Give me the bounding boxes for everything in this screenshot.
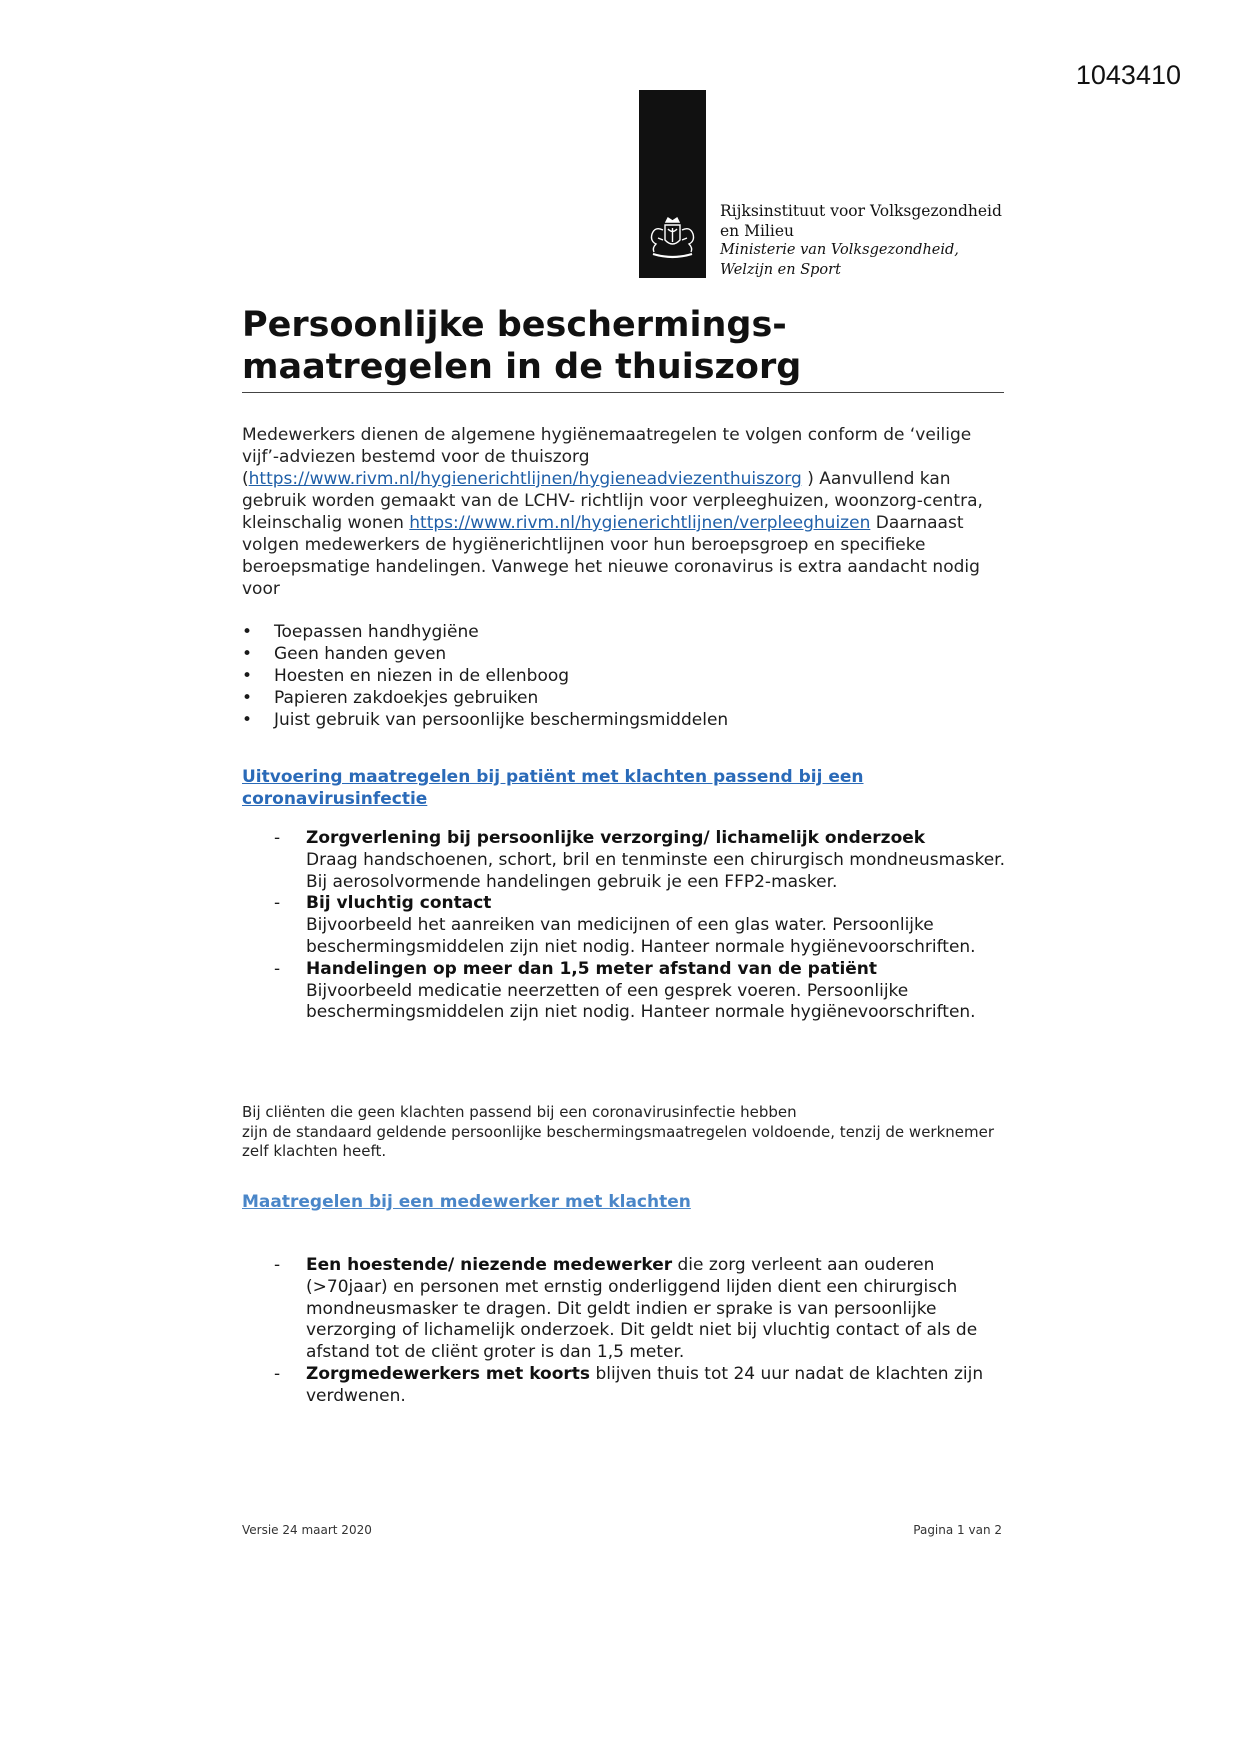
link-hygieneadviezen-thuiszorg[interactable]: https://www.rivm.nl/hygienerichtlijnen/hygieneadviezenthuiszorg — [248, 469, 802, 489]
intro-text-3: Daarnaast volgen medewerkers de hygiënerichtlijnen voor hun beroepsgroep en specifieke beroepsmatige handelingen. Vanwege het nieuwe coronavirus is extra aandacht nodig voor — [242, 513, 980, 599]
client-note — [242, 1103, 1002, 1162]
list-item — [242, 828, 1012, 893]
list-item — [242, 959, 1012, 1024]
footer-version: Versie 24 maart 2020 — [242, 1523, 372, 1537]
note-line-2: zijn de standaard geldende persoonlijke beschermingsmaatregelen voldoende, tenzij de werknemer zelf klachten heeft. — [242, 1122, 995, 1160]
logo-line-4: Welzijn en Sport — [720, 261, 841, 278]
list-item: • Geen handen geven — [242, 643, 728, 665]
title-line-2: maatregelen in de thuiszorg — [242, 347, 802, 387]
item-title: Een hoestende/ niezende medewerker — [306, 1255, 673, 1275]
title-divider — [242, 392, 1004, 393]
intro-text-2: ) Aanvullend kan gebruik worden gemaakt van de LCHV- richtlijn voor verpleeghuizen, woonzorg-centra, kleinschalig wonen — [242, 469, 983, 533]
list-item: • Papieren zakdoekjes gebruiken — [242, 687, 728, 709]
title-line-1: Persoonlijke beschermings- — [242, 305, 787, 345]
item-title: Bij vluchtig contact — [306, 893, 492, 914]
logo-text — [720, 202, 1002, 280]
section-heading-line-2: coronavirusinfectie — [242, 789, 428, 809]
logo-line-1: Rijksinstituut voor Volksgezondheid — [720, 202, 1002, 220]
section-heading-line-1: Uitvoering maatregelen bij patiënt met klachten passend bij een — [242, 767, 864, 787]
intro-paragraph — [242, 424, 1012, 600]
link-verpleeghuizen[interactable]: https://www.rivm.nl/hygienerichtlijnen/verpleeghuizen — [409, 513, 871, 533]
item-text: Bijvoorbeeld het aanreiken van medicijnen of een glas water. Persoonlijke beschermingsmiddelen zijn niet nodig. Hanteer normale hygiënevoorschriften. — [306, 915, 976, 957]
employee-measures-list — [242, 1255, 1012, 1408]
list-item — [242, 893, 1012, 958]
hygiene-bullet-list — [242, 621, 728, 731]
note-line-1: Bij cliënten die geen klachten passend bij een coronavirusinfectie hebben — [242, 1103, 797, 1121]
list-item — [242, 1364, 1012, 1408]
item-text: Bijvoorbeeld medicatie neerzetten of een gesprek voeren. Persoonlijke beschermingsmiddelen zijn niet nodig. Hanteer normale hygiënevoorschriften. — [306, 980, 976, 1023]
rijksoverheid-logo — [639, 90, 706, 278]
list-item: • Juist gebruik van persoonlijke beschermingsmiddelen — [242, 709, 728, 731]
document-number: 1043410 — [1075, 60, 1181, 90]
list-item — [242, 1255, 1012, 1364]
intro-text-1: Medewerkers dienen de algemene hygiënemaatregelen te volgen conform de ‘veilige vijf’-adviezen bestemd voor de thuiszorg ( — [242, 425, 972, 489]
list-item: • Hoesten en niezen in de ellenboog — [242, 665, 728, 687]
list-item: • Toepassen handhygiëne — [242, 621, 728, 643]
page-title — [242, 304, 1002, 388]
item-title: Handelingen op meer dan 1,5 meter afstand van de patiënt — [306, 958, 878, 979]
item-title: Zorgmedewerkers met koorts — [306, 1363, 591, 1384]
logo-line-2: en Milieu — [720, 221, 794, 240]
item-title: Zorgverlening bij persoonlijke verzorging/ lichamelijk onderzoek — [306, 828, 926, 848]
crest-icon — [644, 216, 701, 262]
logo-line-3: Ministerie van Volksgezondheid, — [720, 242, 959, 258]
footer-page-number: Pagina 1 van 2 — [913, 1523, 1002, 1537]
item-text: die zorg verleent aan ouderen (>70jaar) en personen met ernstig onderliggend lijden dient een chirurgisch mondneusmasker te dragen. Dit geldt indien er sprake is van persoonlijke verzorging of lichamelijk onderzoek. Dit geldt niet bij vluchtig contact of als de afstand tot de cliënt groter is dan 1,5 meter. — [306, 1255, 978, 1363]
item-text: blijven thuis tot 24 uur nadat de klachten zijn verdwenen. — [306, 1363, 984, 1406]
patient-measures-list — [242, 828, 1012, 1024]
section-heading-employee[interactable]: Maatregelen bij een medewerker met klachten — [242, 1192, 691, 1212]
item-text: Draag handschoenen, schort, bril en tenminste een chirurgisch mondneusmasker. Bij aerosolvormende handelingen gebruik je een FFP2-masker. — [306, 849, 1006, 892]
section-heading-patient[interactable] — [242, 766, 864, 810]
